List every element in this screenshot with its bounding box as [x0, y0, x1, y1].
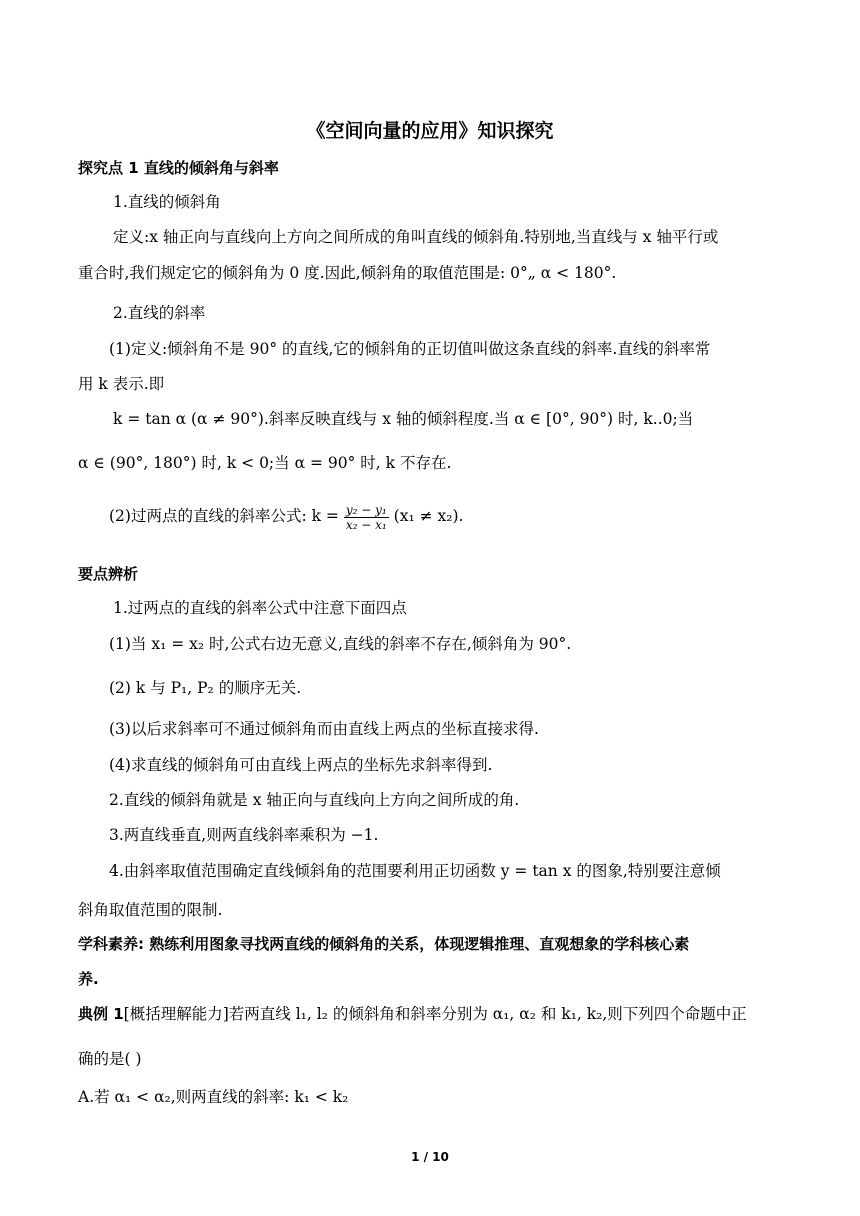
literacy-line-1: 学科素养: 熟练利用图象寻找两直线的倾斜角的关系，体现逻辑推理、直观想象的学科核心素	[78, 935, 690, 953]
formula-denominator: x₂ − x₁	[345, 517, 387, 532]
example-line-1	[78, 1003, 747, 1025]
slope-formula	[109, 501, 463, 532]
page-title: 《空间向量的应用》知识探究	[306, 120, 554, 142]
example-line-2: 确的是( )	[78, 1050, 142, 1068]
key-point-1c: (3)以后求斜率可不通过倾斜角而由直线上两点的坐标直接求得.	[109, 720, 539, 738]
example-label: 典例 1	[78, 1005, 124, 1023]
section-heading-1: 探究点 1 直线的倾斜角与斜率	[78, 159, 279, 177]
subheading-inclination: 1.直线的倾斜角	[113, 193, 221, 211]
key-point-1d: (4)求直线的倾斜角可由直线上两点的坐标先求斜率得到.	[109, 756, 493, 774]
key-point-3: 3.两直线垂直,则两直线斜率乘积为 −1.	[109, 826, 379, 844]
subheading-slope: 2.直线的斜率	[113, 304, 206, 322]
formula-fraction	[344, 503, 389, 532]
slope-definition-line-1: (1)定义:倾斜角不是 90° 的直线,它的倾斜角的正切值叫做这条直线的斜率.直线的斜率常	[109, 340, 711, 358]
page-number: 1 / 10	[411, 1150, 449, 1164]
definition-line-2: 重合时,我们规定它的倾斜角为 0 度.因此,倾斜角的取值范围是: 0°„ α < 180°.	[78, 264, 617, 282]
option-a: A.若 α₁ < α₂,则两直线的斜率: k₁ < k₂	[78, 1088, 349, 1106]
definition-line-1: 定义:x 轴正向与直线向上方向之间所成的角叫直线的倾斜角.特别地,当直线与 x 轴平行或	[113, 228, 719, 246]
slope-definition-line-2: 用 k 表示.即	[78, 375, 165, 393]
slope-definition-line-3: k = tan α (α ≠ 90°).斜率反映直线与 x 轴的倾斜程度.当 α ∈ [0°, 90°) 时, k..0;当	[113, 410, 694, 428]
slope-definition-line-4: α ∈ (90°, 180°) 时, k < 0;当 α = 90° 时, k 不存在.	[78, 454, 452, 472]
key-point-1: 1.过两点的直线的斜率公式中注意下面四点	[113, 599, 407, 617]
key-point-2: 2.直线的倾斜角就是 x 轴正向与直线向上方向之间所成的角.	[109, 791, 520, 809]
section-heading-2: 要点辨析	[78, 565, 139, 583]
key-point-4-line-1: 4.由斜率取值范围确定直线倾斜角的范围要利用正切函数 y = tan x 的图象,特别要注意倾	[109, 862, 721, 880]
literacy-line-2: 养.	[78, 970, 99, 988]
formula-suffix: (x₁ ≠ x₂).	[393, 507, 464, 525]
example-text: [概括理解能力]若两直线 l₁, l₂ 的倾斜角和斜率分别为 α₁, α₂ 和 k₁, k₂,则下列四个命题中正	[123, 1005, 747, 1023]
key-point-1a: (1)当 x₁ = x₂ 时,公式右边无意义,直线的斜率不存在,倾斜角为 90°.	[109, 635, 572, 653]
formula-prefix: (2)过两点的直线的斜率公式: k =	[109, 507, 339, 525]
formula-numerator: y₂ − y₁	[345, 502, 387, 517]
key-point-4-line-2: 斜角取值范围的限制.	[78, 901, 223, 919]
key-point-1b: (2) k 与 P₁, P₂ 的顺序无关.	[109, 679, 302, 697]
